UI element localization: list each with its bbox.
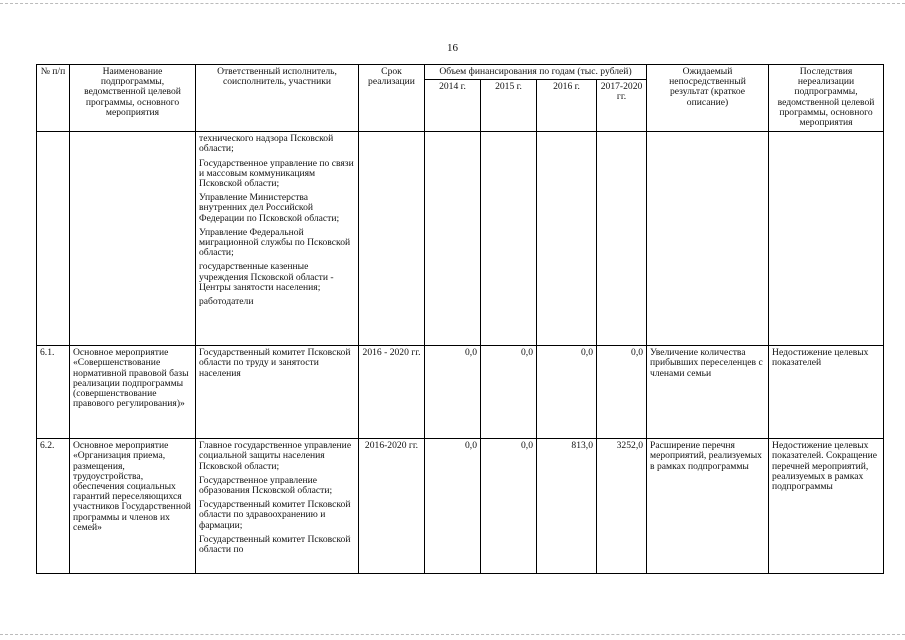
header-name: Наименование подпрограммы, ведомственной целевой программы, основного мероприятия	[70, 65, 196, 132]
cell-executors	[196, 132, 359, 346]
table-row	[37, 346, 884, 439]
header-financing: Объем финансирования по годам (тыс. рублей)	[425, 65, 647, 80]
cell-name: Основное мероприятие «Организация приема, размещения, трудоустройства, обеспечения социальных гарантий переселяющихся участников Государственной программы и членов их семей»	[70, 439, 196, 574]
cell-2017-2020	[597, 132, 647, 346]
cell-consequences: Недостижение целевых показателей. Сокращение перечней мероприятий, реализуемых в рамках подпрограммы	[769, 439, 884, 574]
cell-executors	[196, 346, 359, 439]
executor-item: Государственный комитет Псковской области по	[199, 533, 351, 556]
executor-item: Государственное управление образования Псковской области;	[199, 474, 333, 497]
scan-edge-bottom	[0, 634, 905, 635]
cell-num: 6.1.	[37, 346, 70, 439]
cell-2014: 0,0	[425, 439, 481, 574]
cell-2016: 0,0	[537, 346, 597, 439]
cell-term: 2016 - 2020 гг.	[359, 346, 425, 439]
header-year-2015: 2015 г.	[481, 80, 537, 132]
cell-name	[70, 132, 196, 346]
cell-consequences: Недостижение целевых показателей	[769, 346, 884, 439]
executor-item: Государственный комитет Псковской области по здравоохранению и фармации;	[199, 499, 351, 531]
header-result: Ожидаемый непосредственный результат (краткое описание)	[647, 65, 769, 132]
executor-item: государственные казенные учреждения Псковской области - Центры занятости населения;	[199, 261, 334, 293]
header-consequences: Последствия нереализации подпрограммы, ведомственной целевой программы, основного мероприятия	[769, 65, 884, 132]
executor-item: Государственный комитет Псковской области по труду и занятости населения	[199, 347, 351, 379]
cell-consequences	[769, 132, 884, 346]
executor-item: Государственное управление по связи и массовым коммуникациям Псковской области;	[199, 157, 354, 190]
cell-2017-2020: 3252,0	[597, 439, 647, 574]
cell-2015: 0,0	[481, 439, 537, 574]
table-row	[37, 439, 884, 574]
page-number: 16	[447, 42, 458, 54]
header-year-2017-2020: 2017-2020 гг.	[597, 80, 647, 132]
executor-item: Управление Федеральной миграционной службы по Псковской области;	[199, 226, 351, 259]
cell-2014	[425, 132, 481, 346]
header-year-2016: 2016 г.	[537, 80, 597, 132]
cell-2014: 0,0	[425, 346, 481, 439]
header-year-2014: 2014 г.	[425, 80, 481, 132]
cell-term: 2016-2020 гг.	[359, 439, 425, 574]
cell-2016	[537, 132, 597, 346]
executor-item: технического надзора Псковской области;	[199, 133, 334, 155]
scan-edge-top	[0, 3, 905, 4]
cell-num	[37, 132, 70, 346]
executor-item: Управление Министерства внутренних дел Российской Федерации по Псковской области;	[199, 192, 340, 224]
cell-result: Увеличение количества прибывших переселенцев с членами семьи	[647, 346, 769, 439]
cell-2017-2020: 0,0	[597, 346, 647, 439]
executor-item: Главное государственное управление социальной защиты населения Псковской области;	[199, 440, 352, 472]
header-num: № п/п	[37, 65, 70, 132]
header-term: Срок реализации	[359, 65, 425, 132]
program-table	[36, 64, 884, 574]
cell-2016: 813,0	[537, 439, 597, 574]
cell-name: Основное мероприятие «Совершенствование нормативной правовой базы реализации подпрограммы (совершенствование правового регулирования)»	[70, 346, 196, 439]
table-row-continuation	[37, 132, 884, 346]
cell-num: 6.2.	[37, 439, 70, 574]
cell-executors	[196, 439, 359, 574]
executor-item: работодатели	[199, 296, 254, 308]
cell-result	[647, 132, 769, 346]
cell-term	[359, 132, 425, 346]
header-executor: Ответственный исполнитель, соисполнитель, участники	[196, 65, 359, 132]
header-row	[37, 65, 884, 80]
cell-2015: 0,0	[481, 346, 537, 439]
cell-result: Расширение перечня мероприятий, реализуемых в рамках подпрограммы	[647, 439, 769, 574]
cell-2015	[481, 132, 537, 346]
